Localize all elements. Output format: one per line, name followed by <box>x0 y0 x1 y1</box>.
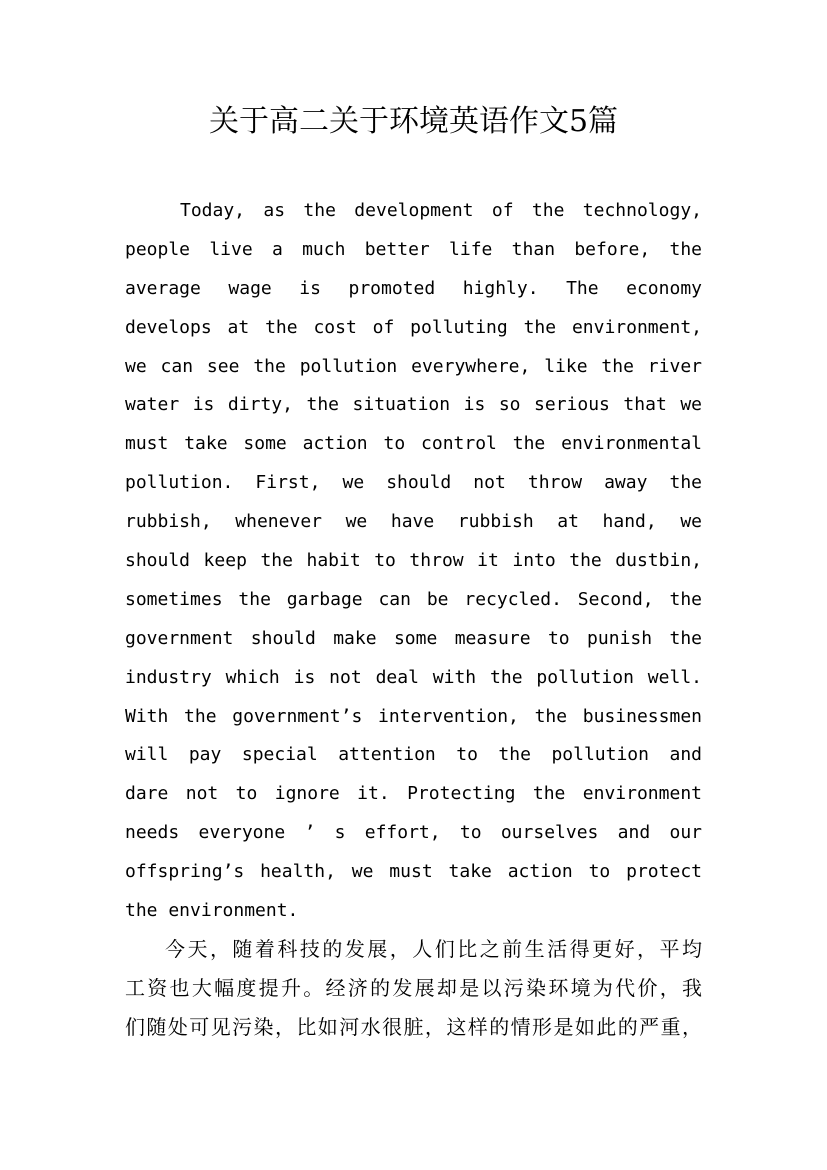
text-line: offspring’s health, we must take action to protect <box>125 861 702 883</box>
text-line: Today, as the development of the technology, <box>180 200 702 221</box>
text-line: must take some action to control the environmental <box>125 433 702 455</box>
text-line: 工资也大幅度提升。经济的发展却是以污染环境为代价，我 <box>125 976 702 1000</box>
text-line: develops at the cost of polluting the environment, <box>125 316 702 338</box>
text-line: will pay special attention to the pollution and <box>125 744 702 766</box>
text-line: dare not to ignore it. Protecting the environment <box>125 783 702 805</box>
text-line: we can see the pollution everywhere, like the river <box>125 355 702 377</box>
text-line: government should make some measure to punish the <box>125 627 702 649</box>
text-line: 们随处可见污染，比如河水很脏，这样的情形是如此的严重， <box>125 1015 702 1039</box>
text-line: 今天，随着科技的发展，人们比之前生活得更好，平均 <box>165 937 702 961</box>
text-line: average wage is promoted highly. The economy <box>125 277 702 299</box>
text-line: the environment. <box>125 900 299 922</box>
chinese-paragraph <box>125 930 702 1047</box>
text-line: rubbish, whenever we have rubbish at hand, we <box>125 511 702 533</box>
text-line: sometimes the garbage can be recycled. Second, the <box>125 588 702 610</box>
text-line: needs everyone ’ s effort, to ourselves and our <box>125 822 702 844</box>
text-line: pollution. First, we should not throw away the <box>125 472 702 494</box>
text-line: should keep the habit to throw it into the dustbin, <box>125 550 702 572</box>
text-line: water is dirty, the situation is so serious that we <box>125 394 702 416</box>
document-title: 关于高二关于环境英语作文5篇 <box>208 104 619 139</box>
text-line: people live a much better life than before, the <box>125 238 702 260</box>
text-line: With the government’s intervention, the businessmen <box>125 705 702 727</box>
english-paragraph <box>125 192 702 931</box>
text-line: industry which is not deal with the pollution well. <box>125 666 702 688</box>
